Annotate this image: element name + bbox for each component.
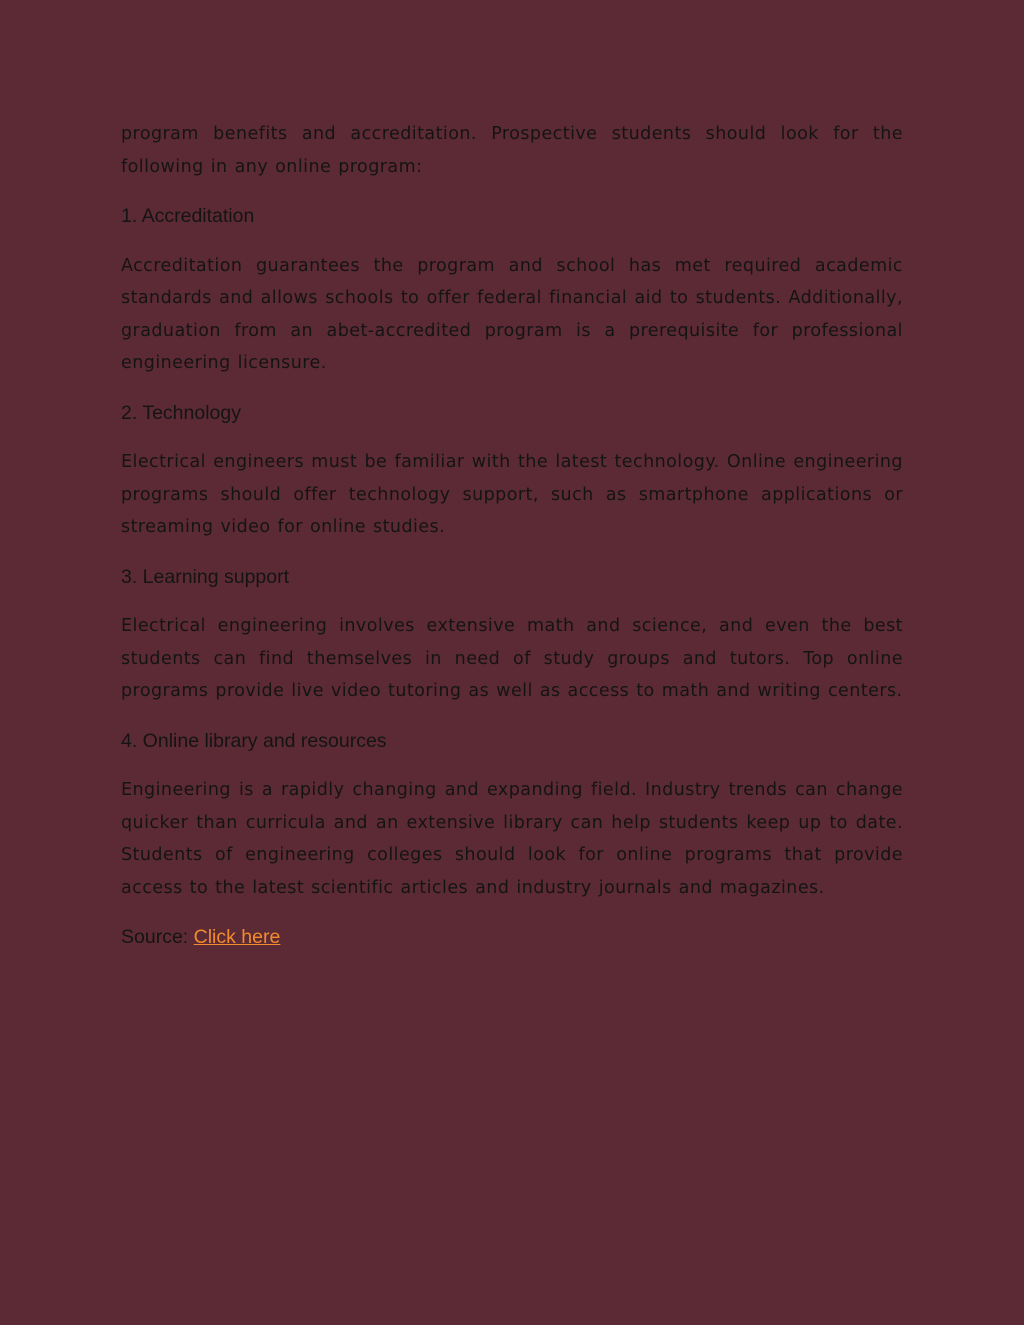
section-heading-accreditation: 1. Accreditation <box>121 205 255 227</box>
section-heading-learning-support: 3. Learning support <box>121 565 290 588</box>
intro-paragraph: program benefits and accreditation. Prospective students should look for the following in any online program: <box>121 124 903 177</box>
source-line <box>121 921 903 954</box>
section-body-online-library: Engineering is a rapidly changing and expanding field. Industry trends can change quicker than curricula and an extensive library can help students keep up to date. Students of engineering colleges should look for online programs that provide access to the latest scientific articles and industry journals and magazines. <box>121 780 903 898</box>
source-separator: : <box>182 926 194 948</box>
section-heading-technology: 2. Technology <box>121 401 241 424</box>
source-link[interactable]: Click here <box>193 926 281 948</box>
section-body-accreditation: Accreditation guarantees the program and school has met required academic standards and allows schools to offer federal financial aid to students. Additionally, graduation from an abet-accredited program is a prerequisite for professional engineering licensure. <box>121 255 903 373</box>
section-body-learning-support: Electrical engineering involves extensive math and science, and even the best students can find themselves in need of study groups and tutors. Top online programs provide live video tutoring as well as access to math and writing centers. <box>121 616 903 701</box>
source-label: Source <box>121 926 183 948</box>
section-heading-online-library: 4. Online library and resources <box>121 729 387 752</box>
section-body-technology: Electrical engineers must be familiar with the latest technology. Online engineering programs should offer technology support, such as smartphone applications or streaming video for online studies. <box>121 452 903 537</box>
document-page <box>121 118 903 954</box>
